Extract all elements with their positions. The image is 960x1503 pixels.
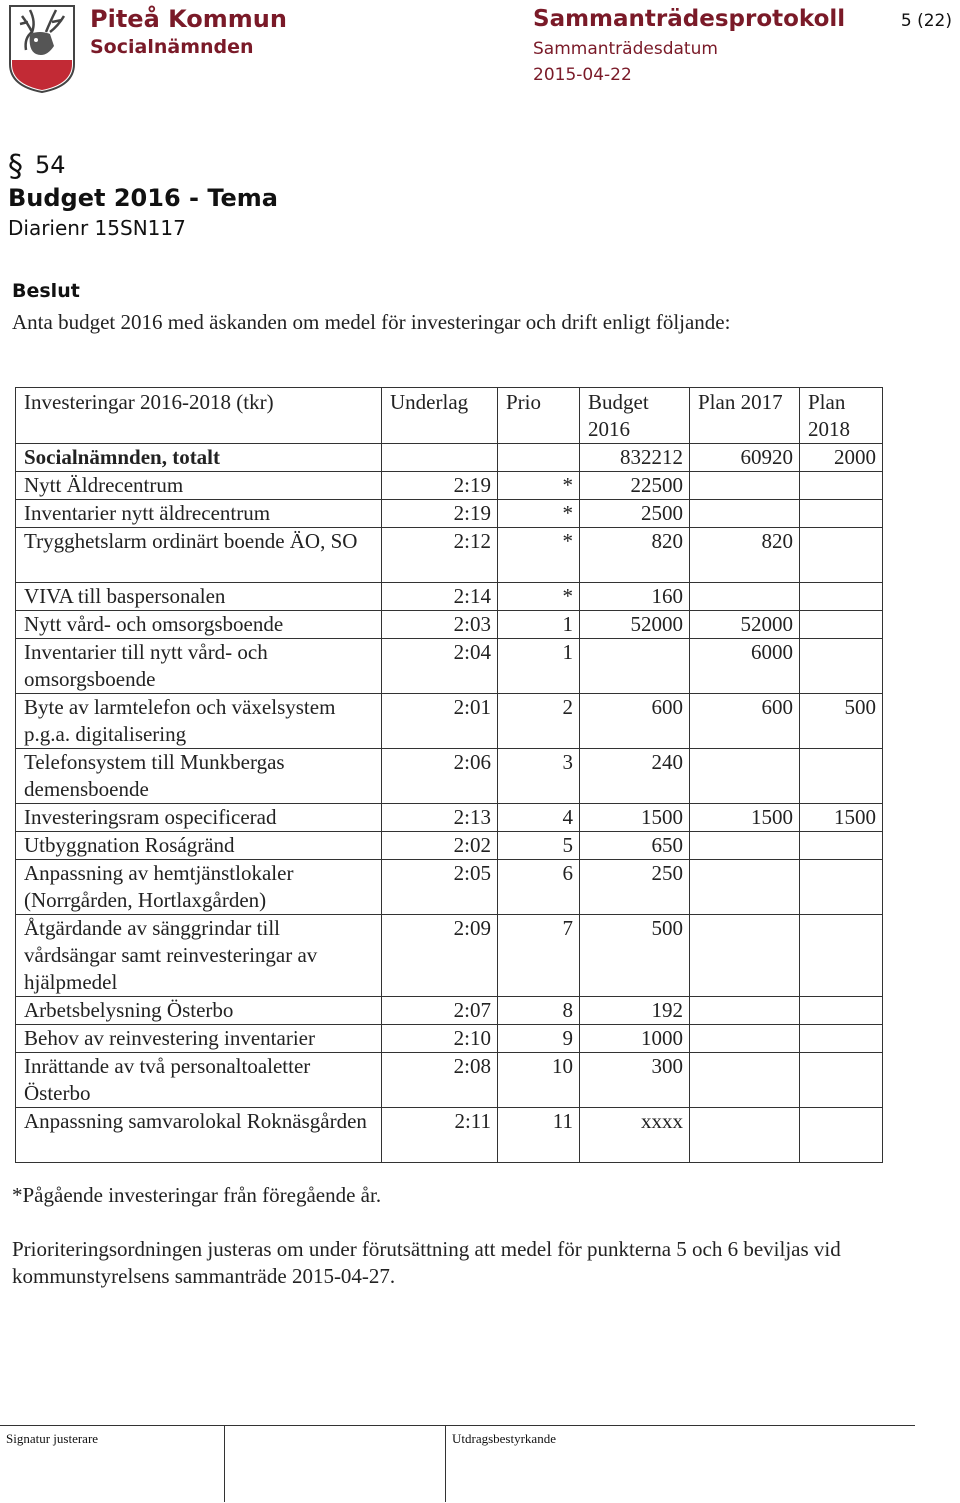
- row-prio: 6: [498, 860, 580, 915]
- row-underlag: 2:19: [382, 500, 498, 528]
- row-name: Inventarier nytt äldrecentrum: [16, 500, 382, 528]
- row-plan-2017: [690, 1025, 800, 1053]
- department-name: Socialnämnden: [90, 36, 254, 58]
- row-plan-2017: [690, 749, 800, 804]
- table-row: [16, 500, 883, 528]
- row-plan-2018: [800, 860, 883, 915]
- row-prio: 11: [498, 1108, 580, 1163]
- row-plan-2017: [690, 1108, 800, 1163]
- row-underlag: 2:12: [382, 528, 498, 583]
- paragraph-number: [8, 150, 66, 182]
- header-investment: Investeringar 2016-2018 (tkr): [16, 388, 382, 444]
- table-row: [16, 860, 883, 915]
- coat-of-arms-logo: [6, 2, 78, 94]
- row-prio: 4: [498, 804, 580, 832]
- row-name: Arbetsbelysning Österbo: [16, 997, 382, 1025]
- row-budget-2016: xxxx: [580, 1108, 690, 1163]
- row-prio: 1: [498, 639, 580, 694]
- row-prio: *: [498, 500, 580, 528]
- row-underlag: 2:13: [382, 804, 498, 832]
- row-plan-2018: 1500: [800, 804, 883, 832]
- signature-cell: [0, 1426, 225, 1502]
- row-budget-2016: 1500: [580, 804, 690, 832]
- row-budget-2016: 820: [580, 528, 690, 583]
- meeting-date-label: Sammanträdesdatum: [533, 39, 718, 59]
- total-plan-2017: 60920: [690, 444, 800, 472]
- row-name: Inrättande av två personaltoaletter Österbo: [16, 1053, 382, 1108]
- section-symbol: §: [8, 149, 23, 184]
- row-budget-2016: [580, 639, 690, 694]
- row-name: Investeringsram ospecificerad: [16, 804, 382, 832]
- document-title: Sammanträdesprotokoll: [533, 6, 846, 32]
- row-underlag: 2:01: [382, 694, 498, 749]
- extract-label: Utdragsbestyrkande: [452, 1431, 556, 1446]
- row-prio: *: [498, 583, 580, 611]
- row-prio: 5: [498, 832, 580, 860]
- row-budget-2016: 22500: [580, 472, 690, 500]
- table-row: [16, 749, 883, 804]
- row-plan-2017: 600: [690, 694, 800, 749]
- row-name: Utbyggnation Roságränd: [16, 832, 382, 860]
- header-plan-2018: Plan 2018: [800, 388, 883, 444]
- row-underlag: 2:11: [382, 1108, 498, 1163]
- row-plan-2018: 500: [800, 694, 883, 749]
- row-plan-2017: 1500: [690, 804, 800, 832]
- row-budget-2016: 300: [580, 1053, 690, 1108]
- row-prio: *: [498, 472, 580, 500]
- row-plan-2018: [800, 611, 883, 639]
- row-name: Behov av reinvestering inventarier: [16, 1025, 382, 1053]
- total-budget: 832212: [580, 444, 690, 472]
- signature-cell-2: [225, 1426, 446, 1502]
- signature-label: Signatur justerare: [6, 1431, 99, 1446]
- row-underlag: 2:05: [382, 860, 498, 915]
- row-plan-2018: [800, 1053, 883, 1108]
- row-name: Trygghetslarm ordinärt boende ÄO, SO: [16, 528, 382, 583]
- row-underlag: 2:02: [382, 832, 498, 860]
- table-row: [16, 639, 883, 694]
- footnote: *Pågående investeringar från föregående år.: [12, 1183, 382, 1207]
- total-plan-2018: 2000: [800, 444, 883, 472]
- row-name: Byte av larmtelefon och växelsystem p.g.a. digitalisering: [16, 694, 382, 749]
- decision-intro: Anta budget 2016 med äskanden om medel för investeringar och drift enligt följande:: [12, 310, 731, 334]
- table-row: [16, 694, 883, 749]
- table-row: [16, 1108, 883, 1163]
- table-row: [16, 832, 883, 860]
- row-plan-2018: [800, 528, 883, 583]
- table-row: [16, 472, 883, 500]
- row-name: Inventarier till nytt vård- och omsorgsboende: [16, 639, 382, 694]
- row-budget-2016: 1000: [580, 1025, 690, 1053]
- row-name: Nytt Äldrecentrum: [16, 472, 382, 500]
- row-plan-2017: 52000: [690, 611, 800, 639]
- table-row: [16, 997, 883, 1025]
- row-underlag: 2:14: [382, 583, 498, 611]
- row-plan-2018: [800, 1025, 883, 1053]
- row-plan-2018: [800, 639, 883, 694]
- row-plan-2017: [690, 860, 800, 915]
- header-prio: Prio: [498, 388, 580, 444]
- row-budget-2016: 52000: [580, 611, 690, 639]
- row-budget-2016: 650: [580, 832, 690, 860]
- table-row: [16, 1053, 883, 1108]
- row-underlag: 2:06: [382, 749, 498, 804]
- row-plan-2018: [800, 500, 883, 528]
- row-plan-2018: [800, 749, 883, 804]
- row-budget-2016: 2500: [580, 500, 690, 528]
- row-prio: 10: [498, 1053, 580, 1108]
- row-underlag: 2:08: [382, 1053, 498, 1108]
- table-row: [16, 915, 883, 997]
- case-title: Budget 2016 - Tema: [8, 184, 278, 212]
- row-plan-2017: [690, 583, 800, 611]
- row-prio: 3: [498, 749, 580, 804]
- row-prio: *: [498, 528, 580, 583]
- header-plan-2017: Plan 2017: [690, 388, 800, 444]
- header-underlag: Underlag: [382, 388, 498, 444]
- table-row: [16, 1025, 883, 1053]
- row-prio: 9: [498, 1025, 580, 1053]
- total-label: Socialnämnden, totalt: [16, 444, 382, 472]
- row-underlag: 2:03: [382, 611, 498, 639]
- row-underlag: 2:09: [382, 915, 498, 997]
- row-name: Nytt vård- och omsorgsboende: [16, 611, 382, 639]
- extract-cell: [446, 1426, 915, 1502]
- table-row: [16, 804, 883, 832]
- row-prio: 2: [498, 694, 580, 749]
- row-name: Anpassning samvarolokal Roknäsgården: [16, 1108, 382, 1163]
- row-underlag: 2:10: [382, 1025, 498, 1053]
- row-budget-2016: 600: [580, 694, 690, 749]
- table-row: [16, 583, 883, 611]
- paragraph-number-value: 54: [35, 151, 66, 179]
- row-name: Telefonsystem till Munkbergas demensboende: [16, 749, 382, 804]
- row-prio: 8: [498, 997, 580, 1025]
- signature-footer: [0, 1425, 915, 1502]
- row-prio: 1: [498, 611, 580, 639]
- table-row: [16, 611, 883, 639]
- page-number: 5 (22): [900, 11, 952, 31]
- row-plan-2017: [690, 500, 800, 528]
- row-budget-2016: 250: [580, 860, 690, 915]
- header-budget-2016: Budget 2016: [580, 388, 690, 444]
- total-row: [16, 444, 883, 472]
- row-budget-2016: 240: [580, 749, 690, 804]
- row-name: Anpassning av hemtjänstlokaler (Norrgården, Hortlaxgården): [16, 860, 382, 915]
- row-plan-2018: [800, 1108, 883, 1163]
- row-underlag: 2:07: [382, 997, 498, 1025]
- row-plan-2017: 820: [690, 528, 800, 583]
- priority-text: Prioriteringsordningen justeras om under förutsättning att medel för punkterna 5 och 6 beviljas vid kommunstyrelsens sammanträde 2015-04-27.: [12, 1237, 841, 1288]
- row-name: Åtgärdande av sänggrindar till vårdsängar samt reinvesteringar av hjälpmedel: [16, 915, 382, 997]
- row-name: VIVA till baspersonalen: [16, 583, 382, 611]
- decision-heading: Beslut: [12, 280, 80, 302]
- row-prio: 7: [498, 915, 580, 997]
- row-plan-2017: [690, 472, 800, 500]
- row-plan-2018: [800, 583, 883, 611]
- row-budget-2016: 160: [580, 583, 690, 611]
- table-row: [16, 528, 883, 583]
- investment-table: [15, 387, 883, 1163]
- row-plan-2017: [690, 1053, 800, 1108]
- row-plan-2018: [800, 832, 883, 860]
- row-plan-2018: [800, 915, 883, 997]
- meeting-date: 2015-04-22: [533, 65, 632, 85]
- row-budget-2016: 192: [580, 997, 690, 1025]
- row-plan-2017: [690, 832, 800, 860]
- table-header-row: [16, 388, 883, 444]
- row-plan-2018: [800, 997, 883, 1025]
- organization-name: Piteå Kommun: [90, 5, 287, 33]
- row-plan-2017: [690, 997, 800, 1025]
- row-underlag: 2:19: [382, 472, 498, 500]
- row-plan-2018: [800, 472, 883, 500]
- diarie-number: Diarienr 15SN117: [8, 216, 186, 240]
- row-underlag: 2:04: [382, 639, 498, 694]
- row-plan-2017: [690, 915, 800, 997]
- row-plan-2017: 6000: [690, 639, 800, 694]
- row-budget-2016: 500: [580, 915, 690, 997]
